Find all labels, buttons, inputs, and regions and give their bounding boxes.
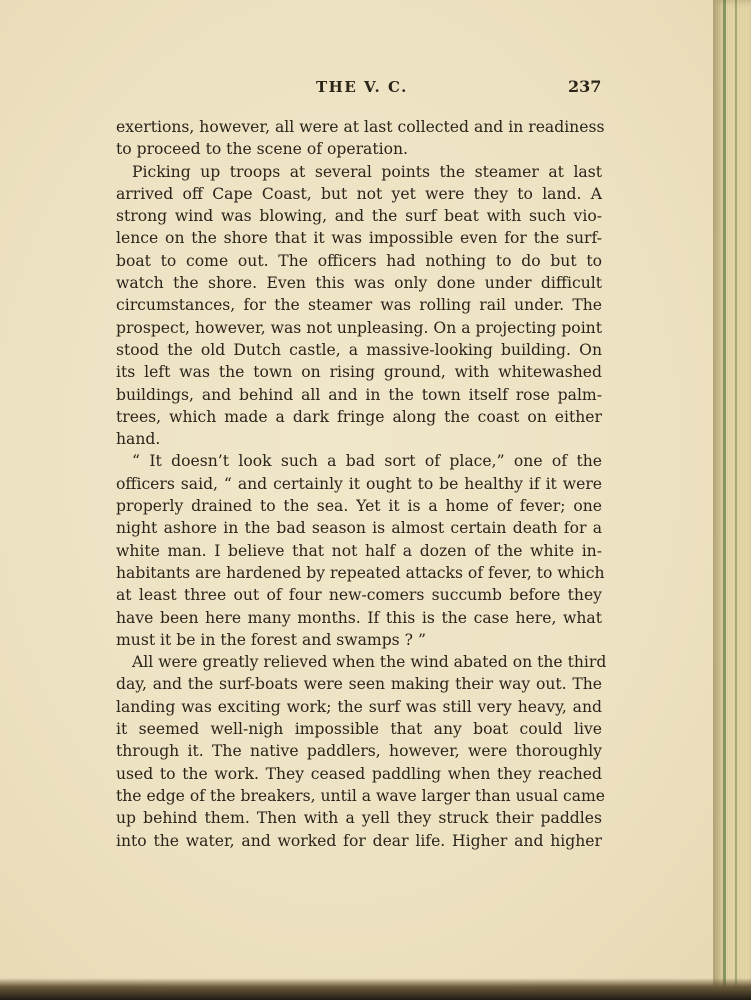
text-line: at least three out of four new-comers succumb before they	[116, 586, 602, 605]
text-line: Picking up troops at several points the steamer at last	[132, 162, 602, 181]
text-line: watch the shore. Even this was only done under difficult	[116, 274, 602, 293]
text-line: up behind them. Then with a yell they struck their paddles	[116, 809, 602, 828]
text-line: prospect, however, was not unpleasing. On a projecting point	[116, 318, 602, 337]
text-line: it seemed well-nigh impossible that any boat could live	[116, 720, 602, 739]
text-line: exertions, however, all were at last collected and in readiness	[116, 118, 605, 136]
page-number: 237	[568, 77, 602, 96]
running-head	[0, 78, 751, 102]
running-head-title: THE V. C.	[316, 78, 408, 96]
text-line: buildings, and behind all and in the town itself rose palm-	[116, 385, 602, 404]
body-text	[116, 116, 607, 852]
text-line: hand.	[116, 430, 161, 449]
text-line: through it. The native paddlers, however, were thoroughly	[116, 742, 602, 761]
page-bottom-shadow	[0, 978, 751, 1000]
text-line: night ashore in the bad season is almost certain death for a	[116, 519, 602, 538]
text-line: must it be in the forest and swamps ? ”	[116, 630, 426, 649]
text-line: All were greatly relieved when the wind abated on the third	[132, 653, 607, 672]
text-line: white man. I believe that not half a dozen of the white in-	[116, 541, 602, 560]
text-line: boat to come out. The officers had nothing to do but to	[116, 251, 602, 270]
text-line: properly drained to the sea. Yet it is a home of fever; one	[116, 497, 602, 516]
text-line: have been here many months. If this is the case here, what	[116, 608, 602, 627]
text-line: circumstances, for the steamer was rolling rail under. The	[116, 296, 602, 315]
text-line: trees, which made a dark fringe along the coast on either	[116, 407, 602, 426]
text-line: habitants are hardened by repeated attacks of fever, to which	[116, 563, 605, 582]
text-line: day, and the surf-boats were seen making their way out. The	[116, 675, 602, 694]
text-line: arrived off Cape Coast, but not yet were they to land. A	[116, 184, 602, 203]
text-line: lence on the shore that it was impossible even for the surf-	[116, 229, 602, 248]
text-line: used to the work. They ceased paddling when they reached	[116, 764, 602, 783]
text-line: into the water, and worked for dear life. Higher and higher	[116, 831, 602, 850]
text-line: its left was the town on rising ground, with whitewashed	[116, 363, 602, 382]
text-line: the edge of the breakers, until a wave larger than usual came	[116, 786, 606, 805]
text-line: officers said, “ and certainly it ought to be healthy if it were	[116, 474, 602, 493]
text-line: to proceed to the scene of operation.	[116, 140, 408, 159]
text-line: strong wind was blowing, and the surf beat with such vio-	[116, 207, 602, 226]
text-line: “ It doesn’t look such a bad sort of place,” one of the	[132, 452, 602, 471]
text-line: stood the old Dutch castle, a massive-looking building. On	[116, 340, 602, 359]
page-fore-edge	[713, 0, 751, 1000]
text-line: landing was exciting work; the surf was still very heavy, and	[116, 697, 602, 716]
